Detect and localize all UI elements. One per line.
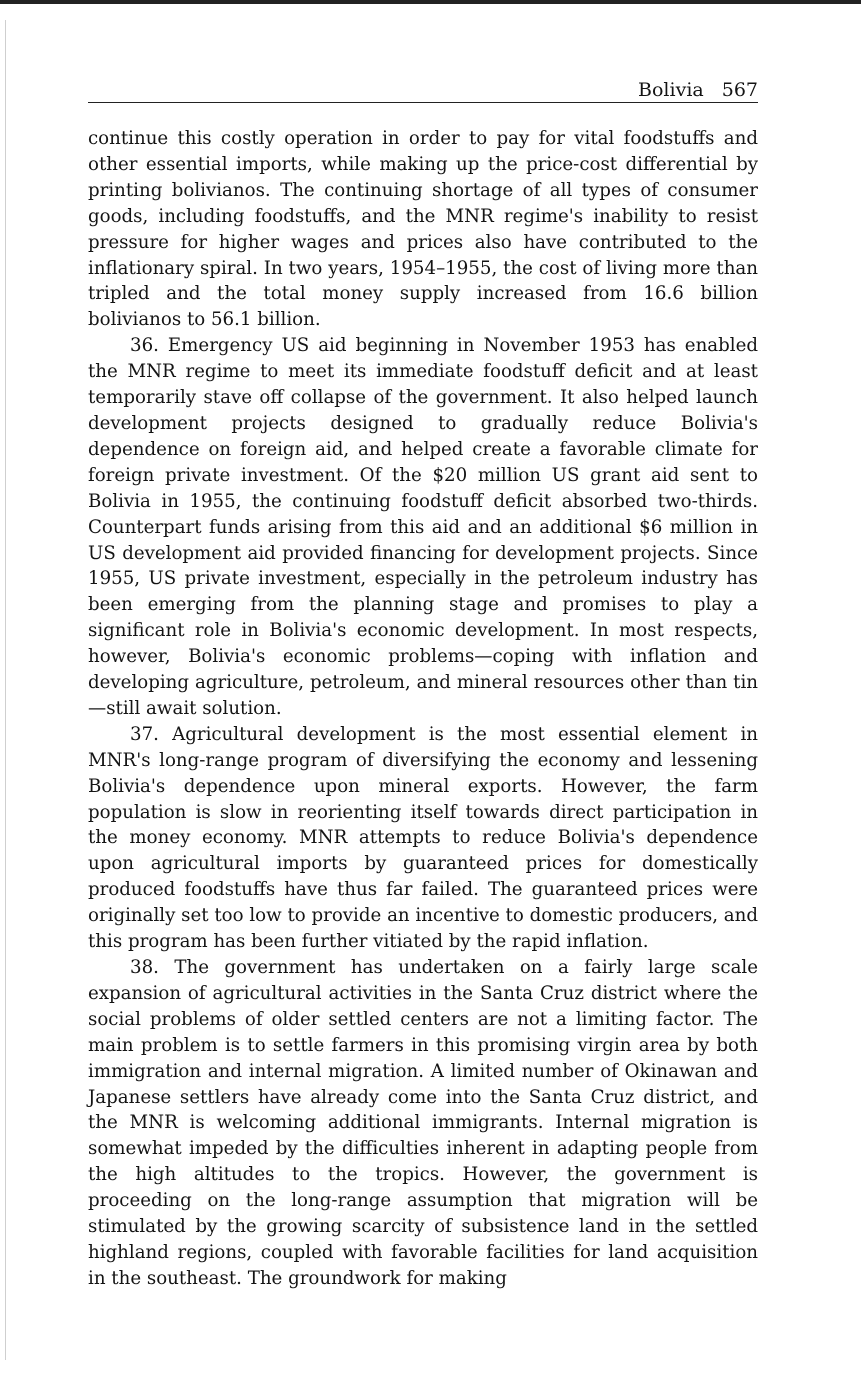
running-header [88,78,758,103]
paragraph-36: 36. Emergency US aid beginning in November 1953 has enabled the MNR regime to meet its immediate foodstuff deficit and at least temporarily stave off collapse of the government. It also helped launch development projects designed to gradually reduce Bolivia's dependence on foreign aid, and helped create a favorable climate for foreign private investment. Of the $20 million US grant aid sent to Bolivia in 1955, the continuing foodstuff deficit absorbed two-thirds. Counterpart funds arising from this aid and an additional $6 million in US development aid provided financing for development projects. Since 1955, US private investment, especially in the petroleum industry has been emerging from the planning stage and promises to play a significant role in Bolivia's economic development. In most respects, however, Bolivia's economic problems—coping with inflation and developing agriculture, petroleum, and mineral resources other than tin—still await solution. [88,335,758,719]
page-left-edge [5,20,6,1360]
paragraph-38: 38. The government has undertaken on a fairly large scale expansion of agricultural activities in the Santa Cruz district where the social problems of older settled centers are not a limiting factor. The main problem is to settle farmers in this promising virgin area by both immigration and internal migration. A limited number of Okinawan and Japanese settlers have already come into the Santa Cruz district, and the MNR is welcoming additional immigrants. Internal migration is somewhat impeded by the difficulties inherent in adapting people from the high altitudes to the tropics. However, the government is proceeding on the long-range assumption that migration will be stimulated by the growing scarcity of subsistence land in the settled highland regions, coupled with favorable facilities for land acquisition in the southeast. The groundwork for making [88,957,758,1289]
paragraph-continuation: continue this costly operation in order to pay for vital foodstuffs and other essential imports, while making up the price-cost differential by printing bolivianos. The continuing shortage of all types of consumer goods, including foodstuffs, and the MNR regime's inability to resist pressure for higher wages and prices also have contributed to the inflationary spiral. In two years, 1954–1955, the cost of living more than tripled and the total money supply increased from 16.6 billion bolivianos to 56.1 billion. [88,128,758,331]
paragraph-37: 37. Agricultural development is the most essential element in MNR's long-range program of diversifying the economy and lessening Bolivia's dependence upon mineral exports. However, the farm population is slow in reorienting itself towards direct participation in the money economy. MNR attempts to reduce Bolivia's dependence upon agricultural imports by guaranteed prices for domestically produced foodstuffs have thus far failed. The guaranteed prices were originally set too low to provide an incentive to domestic producers, and this program has been further vitiated by the rapid inflation. [88,723,758,953]
top-border-rule [0,0,861,4]
running-title: Bolivia [638,79,704,101]
body-text [88,126,758,1292]
page-number: 567 [721,79,758,101]
